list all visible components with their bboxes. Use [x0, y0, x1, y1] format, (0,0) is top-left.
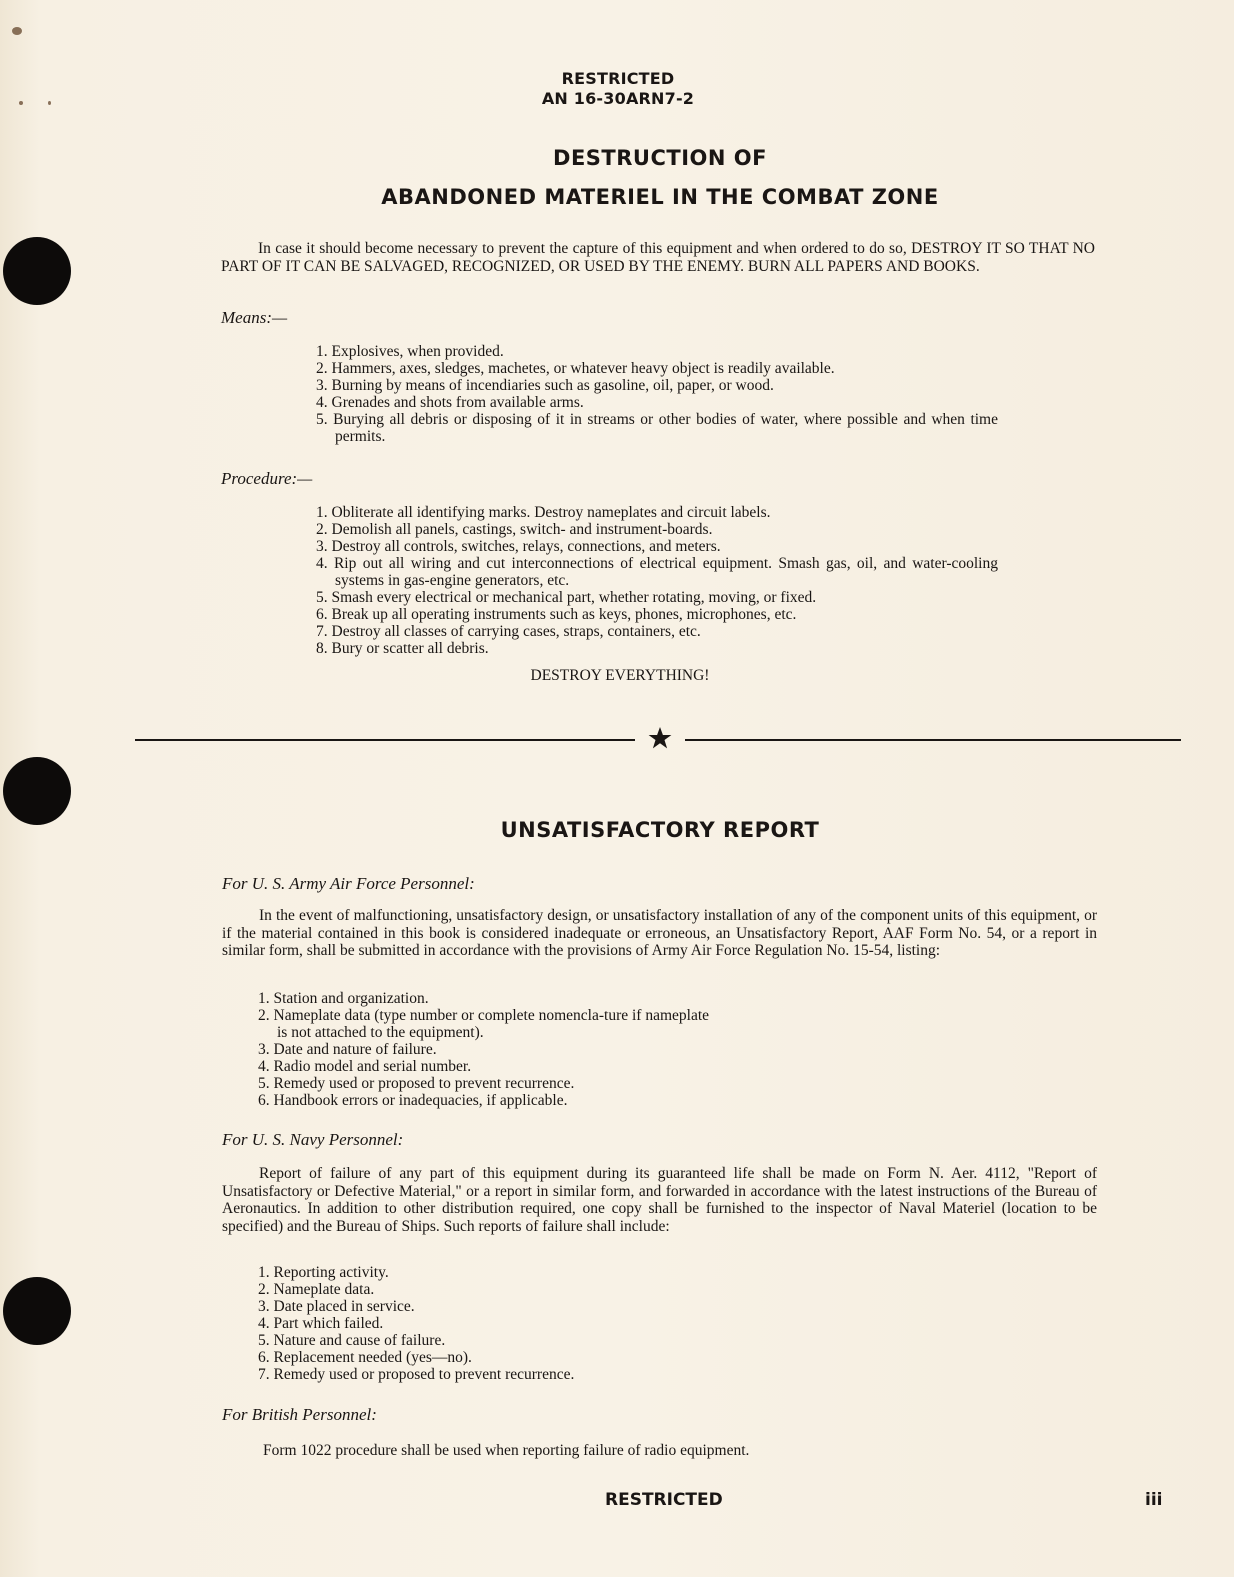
british-heading: For British Personnel:: [222, 1405, 377, 1424]
list-item: 5. Smash every electrical or mechanical part, whether rotating, moving, or fixed.: [316, 589, 817, 606]
means-heading: Means:—: [221, 308, 288, 327]
list-item: 5. Nature and cause of failure.: [258, 1332, 446, 1349]
army-paragraph: [222, 907, 1097, 960]
list-item: 6. Handbook errors or inadequacies, if applicable.: [258, 1092, 568, 1109]
punch-hole-bottom: [3, 1277, 71, 1345]
procedure-heading: Procedure:—: [221, 469, 313, 488]
british-paragraph: Form 1022 procedure shall be used when reporting failure of radio equipment.: [263, 1442, 750, 1459]
list-item: 4. Grenades and shots from available arms.: [316, 394, 584, 411]
navy-paragraph-text: Report of failure of any part of this equipment during its guaranteed life shall be made on Form N. Aer. 4112, "Report of Unsatisfactory or Defective Material," or a report in similar form, and forwarded in accordance with the latest instructions of the Bureau of Aeronautics. In addition to other distribution required, one copy shall be furnished to the inspector of Naval Materiel (location to be specified) and the Bureau of Ships. Such reports of failure shall include:: [222, 1165, 1097, 1235]
list-item: 2. Demolish all panels, castings, switch- and instrument-boards.: [316, 521, 713, 538]
list-item: 1. Station and organization.: [258, 990, 429, 1007]
list-item: 6. Replacement needed (yes—no).: [258, 1349, 472, 1366]
destruction-intro-text: In case it should become necessary to prevent the capture of this equipment and when ordered to do so, DESTROY IT SO THAT NO PART OF IT CAN BE SALVAGED, RECOGNIZED, OR USED BY THE ENEMY. BURN ALL PAPERS AND BOOKS.: [221, 240, 1095, 275]
list-item: 3. Burning by means of incendiaries such as gasoline, oil, paper, or wood.: [316, 377, 774, 394]
list-item: 7. Destroy all classes of carrying cases, straps, containers, etc.: [316, 623, 701, 640]
divider-rule-right: [685, 739, 1181, 741]
divider-rule-left: [135, 739, 635, 741]
destruction-title-line1: DESTRUCTION OF: [553, 146, 767, 170]
list-item: 4. Part which failed.: [258, 1315, 384, 1332]
list-item: 5. Remedy used or proposed to prevent recurrence.: [258, 1075, 575, 1092]
header-classification: RESTRICTED: [561, 69, 675, 88]
list-item: 3. Date placed in service.: [258, 1298, 415, 1315]
army-paragraph-text: In the event of malfunctioning, unsatisfactory design, or unsatisfactory installation of any of the component units of this equipment, or if the material contained in this book is considered inadequate or erroneous, an Unsatisfactory Report, AAF Form No. 54, or a report in similar form, shall be submitted in accordance with the provisions of Army Air Force Regulation No. 15-54, listing:: [222, 907, 1097, 959]
procedure-list: [316, 504, 998, 657]
list-item: 5. Burying all debris or disposing of it in streams or other bodies of water, where possible and when time permits.: [316, 411, 998, 445]
punch-hole-top: [3, 237, 71, 305]
list-item: 2. Hammers, axes, sledges, machetes, or whatever heavy object is readily available.: [316, 360, 835, 377]
destruction-title-line2: ABANDONED MATERIEL IN THE COMBAT ZONE: [381, 185, 939, 209]
list-item: 1. Explosives, when provided.: [316, 343, 504, 360]
army-list: [258, 990, 718, 1109]
list-item: 7. Remedy used or proposed to prevent recurrence.: [258, 1366, 575, 1383]
destruction-intro: [221, 240, 1095, 275]
army-heading: For U. S. Army Air Force Personnel:: [222, 874, 475, 893]
list-item: 6. Break up all operating instruments such as keys, phones, microphones, etc.: [316, 606, 797, 623]
navy-list: [258, 1264, 718, 1383]
navy-paragraph: [222, 1165, 1097, 1235]
stain-mark: [12, 27, 22, 35]
list-item: 8. Bury or scatter all debris.: [316, 640, 489, 657]
star-icon: [648, 724, 672, 752]
page-number: iii: [1145, 1490, 1163, 1510]
header-document-number: AN 16-30ARN7-2: [541, 89, 695, 108]
unsatisfactory-report-title: UNSATISFACTORY REPORT: [500, 818, 820, 842]
list-item: 4. Rip out all wiring and cut interconnections of electrical equipment. Smash gas, oil, and water-cooling systems in gas-engine generators, etc.: [316, 555, 998, 589]
list-item: 4. Radio model and serial number.: [258, 1058, 472, 1075]
destroy-everything-callout: DESTROY EVERYTHING!: [530, 667, 710, 684]
navy-heading: For U. S. Navy Personnel:: [222, 1130, 404, 1149]
list-item: 2. Nameplate data (type number or complete nomencla-ture if nameplate is not attached to the equipment).: [258, 1007, 710, 1041]
list-item: 2. Nameplate data.: [258, 1281, 375, 1298]
means-list: [316, 343, 998, 445]
punch-hole-middle: [3, 757, 71, 825]
list-item: 3. Destroy all controls, switches, relays, connections, and meters.: [316, 538, 721, 555]
footer-classification: RESTRICTED: [605, 1490, 723, 1510]
list-item: 1. Reporting activity.: [258, 1264, 389, 1281]
list-item: 1. Obliterate all identifying marks. Destroy nameplates and circuit labels.: [316, 504, 771, 521]
list-item: 3. Date and nature of failure.: [258, 1041, 437, 1058]
